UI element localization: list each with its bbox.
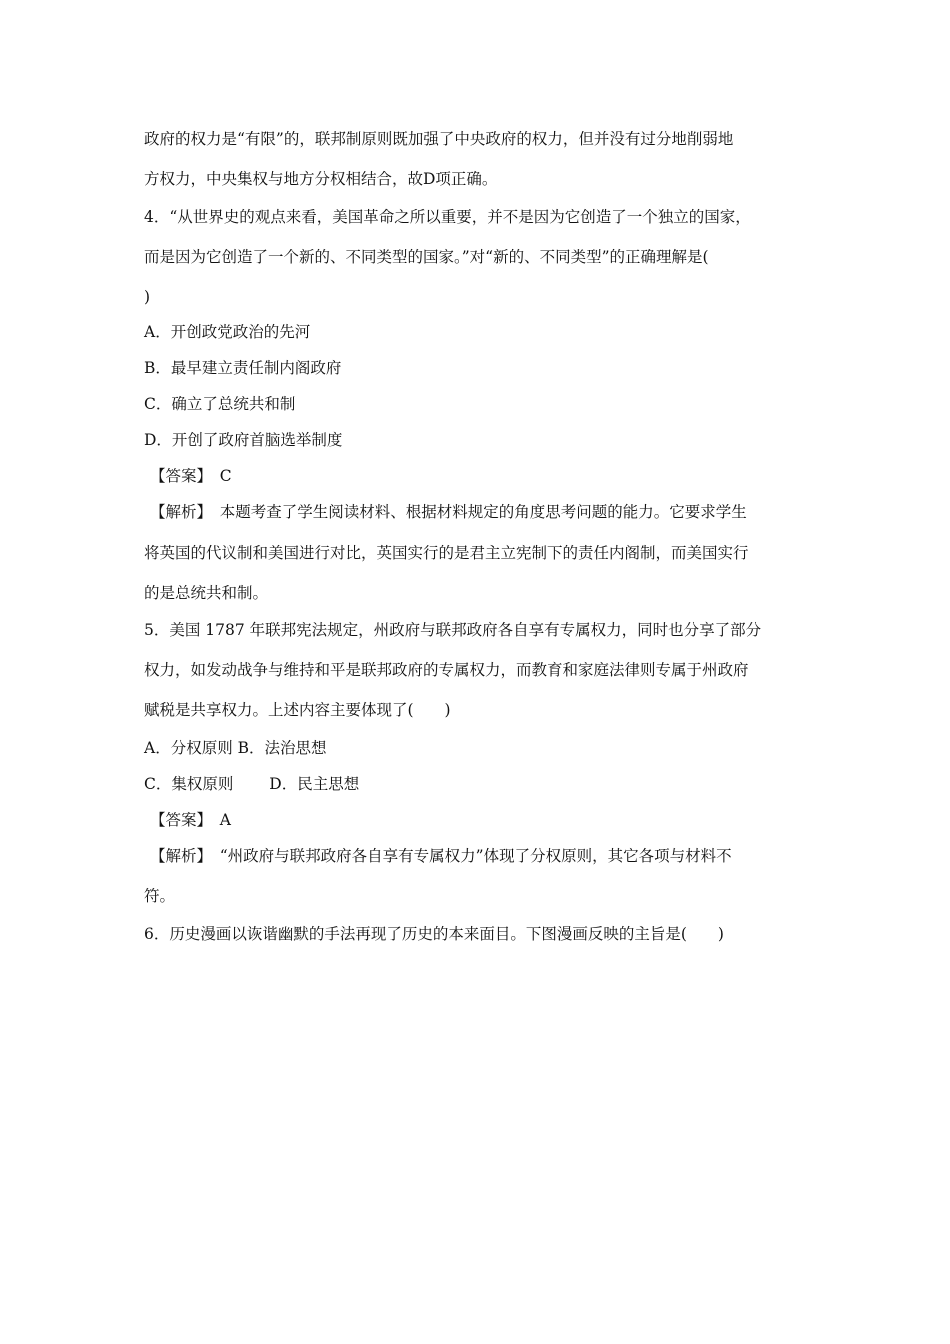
question-4-stem: 4．“从世界史的观点来看，美国革命之所以重要，并不是因为它创造了一个独立的国家， [144, 208, 751, 226]
question-6-stem: 6．历史漫画以诙谐幽默的手法再现了历史的本来面目。下图漫画反映的主旨是( ) [144, 925, 724, 943]
question-4-option-b: B．最早建立责任制内阁政府 [144, 359, 342, 377]
question-4-analysis: 【解析】 本题考查了学生阅读材料、根据材料规定的角度思考问题的能力。它要求学生 [150, 503, 747, 521]
question-4-stem: 而是因为它创造了一个新的、不同类型的国家。”对“新的、不同类型”的正确理解是( [144, 248, 709, 266]
question-4-analysis: 将英国的代议制和美国进行对比，英国实行的是君主立宪制下的责任内阁制，而美国实行 [144, 544, 749, 562]
question-5-analysis: 【解析】 “州政府与联邦政府各自享有专属权力”体现了分权原则，其它各项与材料不 [150, 847, 732, 865]
question-4-answer: 【答案】 C [150, 467, 232, 485]
question-4-stem: ) [144, 288, 151, 306]
question-5-stem: 赋税是共享权力。上述内容主要体现了( ) [144, 701, 451, 719]
question-5-option-ab: A．分权原则 B．法治思想 [144, 739, 327, 757]
question-5-option-cd: C．集权原则 D．民主思想 [144, 775, 360, 793]
question-5-stem: 5．美国 1787 年联邦宪法规定，州政府与联邦政府各自享有专属权力，同时也分享了部分 [144, 621, 762, 639]
question-5-answer: 【答案】 A [150, 811, 231, 829]
question-4-analysis: 的是总统共和制。 [144, 584, 269, 602]
question-5-analysis: 符。 [144, 887, 176, 905]
paragraph-line: 政府的权力是“有限”的，联邦制原则既加强了中央政府的权力，但并没有过分地削弱地 [144, 130, 734, 148]
question-4-option-a: A．开创政党政治的先河 [144, 323, 311, 341]
paragraph-line: 方权力，中央集权与地方分权相结合，故D项正确。 [144, 170, 498, 188]
question-4-option-d: D．开创了政府首脑选举制度 [144, 431, 343, 449]
question-5-stem: 权力，如发动战争与维持和平是联邦政府的专属权力，而教育和家庭法律则专属于州政府 [144, 661, 749, 679]
question-4-option-c: C．确立了总统共和制 [144, 395, 296, 413]
